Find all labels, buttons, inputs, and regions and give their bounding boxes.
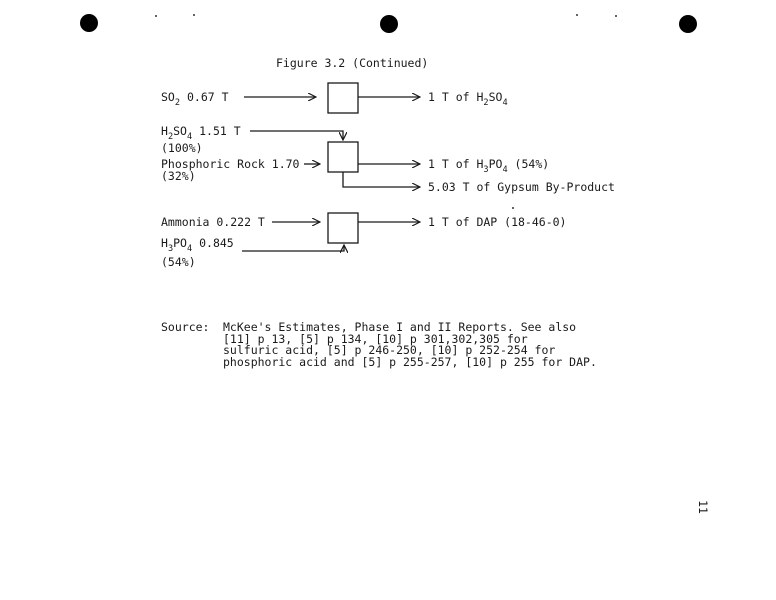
source-line: [11] p 13, [5] p 134, [10] p 301,302,305 for [223,331,528,346]
input-ammonia: Ammonia 0.222 T [161,215,265,229]
output-h3po4: 1 T of $H_3PO_4$ (54%) [428,157,550,175]
source-line: phosphoric acid and [5] p 255-257, [10] p 255 for DAP. [223,354,597,369]
source-text [223,322,597,368]
output-dap: 1 T of DAP (18-46-0) [428,215,567,229]
process-box-1 [328,83,358,113]
input-rock-concentration: (32%) [161,169,196,183]
input-h2so4: $H_2SO_4$ 1.51 T [161,124,241,142]
process-box-3 [328,213,358,243]
source-line: sulfuric acid, [5] p 246-250, [10] p 252-254 for [223,343,556,357]
input-phosphoric-rock: Phosphoric Rock 1.70 [161,157,300,171]
input-h3po4: $H_3PO_4$ 0.845 [161,236,234,254]
arrow-gypsum-out [343,172,420,187]
input-h2so4-concentration: (100%) [161,141,203,155]
output-gypsum: 5.03 T of Gypsum By-Product [428,180,615,194]
output-h2so4: 1 T of $H_2SO_4$ [428,90,508,108]
figure-title: Figure 3.2 (Continued) [276,56,429,70]
source-line: McKee's Estimates, Phase I and II Reports. See also [223,320,577,334]
source-label: Source: [161,320,210,334]
process-box-2 [328,142,358,172]
arrow-h3po4-in [242,245,344,251]
arrow-h2so4-in [250,131,343,140]
page-number: 11 [695,500,710,514]
input-so2: $SO_2$ 0.67 T [161,90,229,108]
input-h3po4-concentration: (54%) [161,255,196,269]
